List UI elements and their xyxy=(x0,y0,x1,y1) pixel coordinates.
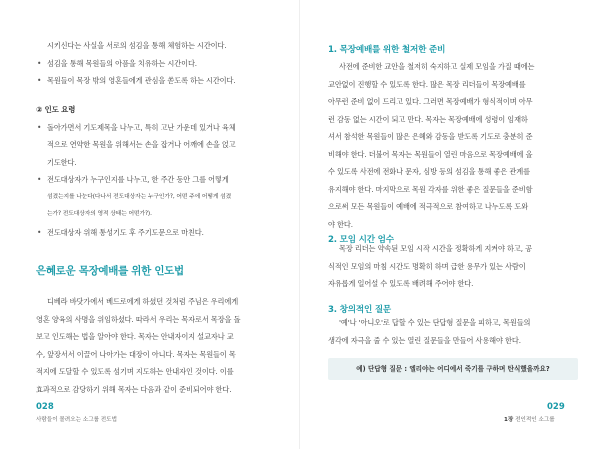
para-line: 비해야 한다. 더불어 목자는 목원들이 열린 마음으로 목장예배에 올 xyxy=(328,149,533,159)
para-line: 생각에 자극을 줄 수 있는 열린 질문들을 만들어 사용해야 한다. xyxy=(328,335,521,345)
body-line: 디베라 바닷가에서 베드로에게 하셨던 것처럼 주님은 우리에게 xyxy=(47,297,239,306)
para-preparation xyxy=(328,58,578,233)
intro-line: 시키신다는 사실을 서로의 섬김을 통해 체험하는 시간이다. xyxy=(47,41,227,50)
guide-bullet xyxy=(36,119,276,172)
para-line: 수 있도록 사전에 전화나 문자, 심방 등의 섬김을 통해 좋은 관계를 xyxy=(328,167,530,176)
para-line: 셔서 참석한 목원들이 많은 은혜와 감동을 받도록 기도로 충분히 준 xyxy=(328,132,533,141)
para-line: 사전에 준비한 교안을 철저히 숙지하고 실제 모임을 가질 때에는 xyxy=(339,62,535,71)
left-footer-title: 사람들이 몰려오는 소그룹 전도법 xyxy=(36,417,117,423)
left-page-number: 028 xyxy=(36,402,54,412)
guide-line: • 전도대상자가 누구인지를 나누고, 한 주간 동안 그를 어떻게 xyxy=(47,175,229,184)
example-text: 예) 단답형 질문 : 엘리야는 어디에서 죽기를 구하며 탄식했을까요? xyxy=(356,365,550,373)
guide-line: • 돌아가면서 기도제목을 나누고, 특히 고난 가운데 있거나 육체 xyxy=(47,122,236,132)
para-line: 야 한다. xyxy=(328,219,353,229)
guide-line: 는가? 전도대상자의 영적 상태는 어떤가?). xyxy=(47,211,152,217)
para-line: 목장 리더는 약속된 모임 시작 시간을 정확하게 지켜야 하고, 공 xyxy=(339,244,532,253)
intro-bullet: • 목원들이 목장 밖의 영혼들에게 관심을 쏟도록 하는 시간이다. xyxy=(36,72,276,90)
guide-line: 적으로 연약한 목원을 위해서는 손을 잡거나 어깨에 손을 얹고 xyxy=(47,140,236,149)
heading-time: 2. 모임 시간 엄수 xyxy=(328,235,394,245)
left-section-2 xyxy=(36,101,276,241)
para-line: 런 감동 없는 시간이 되고 만다. 목자는 목장예배에 성령이 임재하 xyxy=(328,114,528,124)
body-line: 영혼 양육의 사명을 위임하셨다. 따라서 우리는 목자로서 목장을 돌 xyxy=(36,314,241,324)
right-footer-title xyxy=(504,415,555,423)
body-line: 효과적으로 감당하기 위해 목자는 다음과 같이 준비되어야 한다. xyxy=(36,384,232,394)
intro-bullet: • 섬김을 통해 목원들의 아픔을 치유하는 시간이다. xyxy=(36,55,276,73)
right-page-number: 029 xyxy=(547,402,565,412)
guide-line: 섬겼는지를 나눈다(다나서 전도대상자는 누구인가?, 어떤 주에 어떻게 섬겼 xyxy=(47,193,232,200)
body-line: 보고 인도해는 법을 알아야 한다. 목자는 안내자이지 설교자나 교 xyxy=(36,332,234,341)
guide-bullet xyxy=(36,224,276,242)
left-body xyxy=(36,293,276,398)
guide-line: 기도한다. xyxy=(47,157,77,167)
body-line: 적지에 도달할 수 있도록 섬기며 지도하는 안내자인 것이다. 이를 xyxy=(36,367,234,376)
example-box xyxy=(328,358,578,380)
body-line: 수, 앞장서서 이끌어 나아가는 대장이 아니다. 목자는 목원들이 목 xyxy=(36,349,236,359)
heading-questions: 3. 창의적인 질문 xyxy=(328,305,392,315)
para-questions xyxy=(328,314,578,349)
left-intro xyxy=(36,37,276,90)
section-2-label: ② 인도 요령 xyxy=(36,105,76,114)
guide-line: • 전도대상자 위해 통성기도 후 주기도문으로 마친다. xyxy=(47,227,204,237)
footer-chapter: 1장 xyxy=(504,417,514,423)
para-line: '예'나 '아니오'로 답할 수 있는 단답형 질문을 피하고, 목원들의 xyxy=(339,318,531,327)
para-line: 자유롭게 일어설 수 있도록 배려해 주어야 한다. xyxy=(328,279,474,288)
para-time xyxy=(328,240,578,293)
footer-chapter-title: 전인적인 소그룹 xyxy=(515,417,555,423)
para-line: 으로써 모든 목원들이 예배에 적극적으로 참여하고 나누도록 도와 xyxy=(328,202,529,211)
para-line: 식적인 모임의 마침 시간도 명확히 하며 급한 용무가 있는 사람이 xyxy=(328,261,526,271)
para-line: 유지해야 한다. 마지막으로 목원 각자를 위한 좋은 질문들을 준비함 xyxy=(328,184,533,194)
para-line: 교안없이 진행할 수 있도록 한다. 많은 목장 리더들이 목장예배를 xyxy=(328,79,526,89)
guide-bullet xyxy=(36,171,276,224)
left-section-title: 은혜로운 목장예배를 위한 인도법 xyxy=(36,265,184,277)
para-line: 아무런 준비 없이 드리고 있다. 그러면 목장예배가 형식적이며 아무 xyxy=(328,97,533,106)
heading-preparation: 1. 목장예배를 위한 철저한 준비 xyxy=(328,45,446,55)
